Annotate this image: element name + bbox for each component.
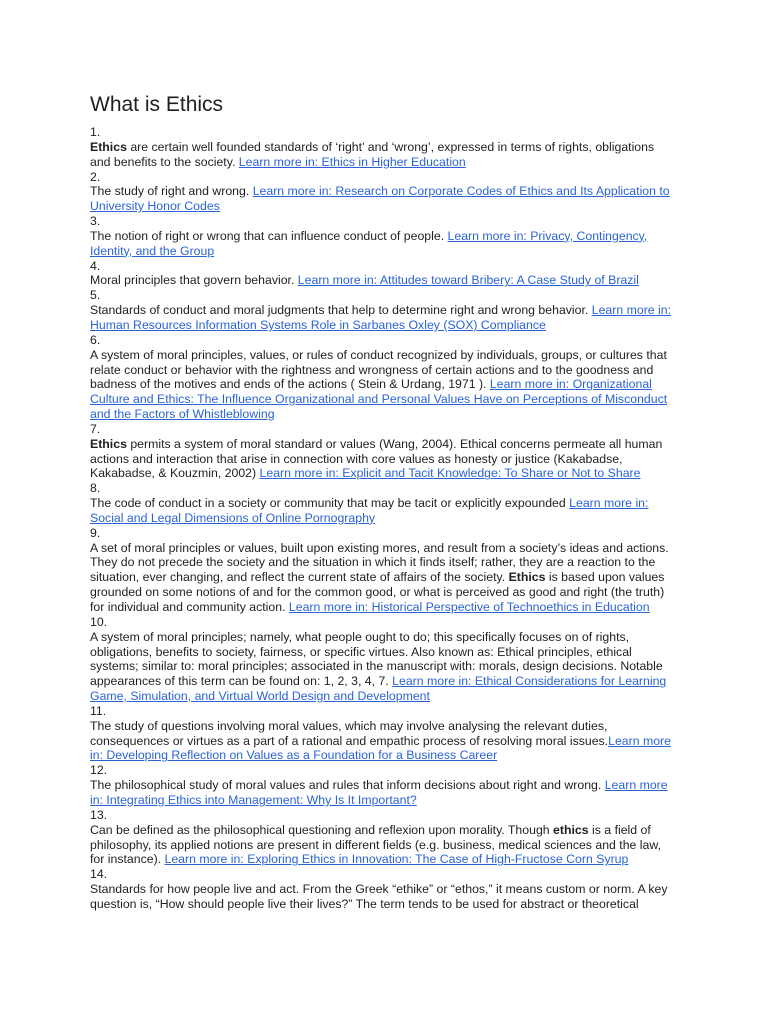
learn-more-link[interactable]: Learn more in: Ethical Considerations for Learning Game, Simulation, and Virtual World Design and Development: [90, 674, 667, 704]
entry-text: [90, 184, 670, 213]
entry-definition-text: A system of moral principles, values, or rules of conduct recognized by individuals, groups, or cultures that relate conduct or behavior with the rightness and wrongness of certain actions and to the goodness and badness of the motives and ends of the actions ( Stein & Urdang, 1971 ).: [90, 347, 667, 392]
entry-definition-text: Moral principles that govern behavior.: [90, 273, 298, 288]
definition-entry: [90, 288, 678, 333]
definition-entry: [90, 214, 678, 259]
entry-definition-text: The notion of right or wrong that can influence conduct of people.: [90, 228, 448, 243]
entry-term: Ethics: [90, 436, 127, 451]
definition-entry: [90, 867, 678, 912]
learn-more-link[interactable]: Learn more in: Developing Reflection on Values as a Foundation for a Business Career: [90, 733, 671, 763]
learn-more-link[interactable]: Learn more in: Organizational Culture and Ethics: The Influence Organizational and Personal Values Have on Perceptions of Misconduct and the Factors of Whistleblowing: [90, 377, 668, 422]
entry-text: [90, 348, 667, 421]
definition-entry: [90, 704, 678, 763]
entry-definition-text: The code of conduct in a society or community that may be tacit or explicitly expounded: [90, 496, 570, 511]
page-title: What is Ethics: [90, 93, 224, 116]
entry-text: [90, 630, 666, 703]
document-page: [90, 92, 678, 912]
entry-definition-text: are certain well founded standards of ‘right’ and ‘wrong’, expressed in terms of rights, obligations and benefits to the society.: [90, 139, 655, 169]
entry-text: [90, 778, 668, 807]
entry-number: 11.: [90, 703, 107, 718]
learn-more-link[interactable]: Learn more in: Human Resources Information Systems Role in Sarbanes Oxley (SOX) Compliance: [90, 303, 672, 332]
learn-more-link[interactable]: Learn more in: Ethics in Higher Education: [238, 154, 466, 169]
entry-number: 7.: [90, 421, 101, 436]
entry-text: [90, 273, 639, 287]
entry-number: 2.: [90, 169, 101, 184]
entry-number: 6.: [90, 332, 101, 347]
definition-entry: [90, 125, 678, 170]
entry-text: [90, 437, 662, 481]
learn-more-link[interactable]: Learn more in: Attitudes toward Bribery: A Case Study of Brazil: [297, 273, 639, 288]
definition-entry: [90, 763, 678, 808]
learn-more-link[interactable]: Learn more in: Privacy, Contingency, Identity, and the Group: [90, 228, 648, 258]
entry-definition-text: is based upon values grounded on some notions of and for the common good, or what is perceived as good and right (the truth) for individual and community action.: [90, 570, 665, 614]
entry-definition-text: A set of moral principles or values, built upon existing mores, and result from a society’s ideas and actions. They do not precede the society and the situation in which it finds itself; rather, they are a reaction to the situation, ever changing, and reflect the current state of affairs of the society.: [90, 540, 669, 585]
entry-definition-text: permits a system of moral standard or values (Wang, 2004). Ethical concerns permeate all human actions and interaction that arise in connection with core values as honesty or justice (Kakabadse, Kakabadse, & Kouzmin, 2002): [90, 436, 663, 481]
entry-number: 3.: [90, 214, 101, 229]
entry-definition-text: Standards for how people live and act. From the Greek “ethike” or “ethos,” it means custom or norm. A key question is, “How should people live their lives?” The term tends to be used for abstract or theoretical: [90, 882, 668, 911]
entry-text: [90, 496, 648, 525]
learn-more-link[interactable]: Learn more in: Research on Corporate Codes of Ethics and Its Application to University Honor Codes: [90, 184, 670, 214]
entry-number: 14.: [90, 867, 108, 882]
entry-text: [90, 229, 647, 258]
learn-more-link[interactable]: Learn more in: Explicit and Tacit Knowledge: To Share or Not to Share: [259, 466, 641, 481]
entry-number: 4.: [90, 258, 101, 273]
definition-entry: [90, 481, 678, 526]
definition-list: [90, 125, 678, 912]
learn-more-link[interactable]: Learn more in: Exploring Ethics in Innovation: The Case of High-Fructose Corn Syrup: [164, 852, 629, 867]
entry-definition-text: The study of questions involving moral values, which may involve analysing the relevant duties, consequences or virtues as a part of a rational and empathic process of resolving moral issues.: [90, 718, 609, 748]
entry-number: 13.: [90, 807, 108, 822]
definition-entry: [90, 333, 678, 422]
entry-definition-text: Can be defined as the philosophical questioning and reflexion upon morality. Though: [90, 822, 554, 837]
definition-entry: [90, 808, 678, 867]
definition-entry: [90, 615, 678, 704]
entry-definition-text: The philosophical study of moral values and rules that inform decisions about right and wrong.: [90, 778, 605, 793]
entry-number: 10.: [90, 614, 108, 629]
definition-entry: [90, 170, 678, 215]
entry-text: [90, 823, 661, 867]
entry-text: [90, 140, 654, 169]
definition-entry: [90, 259, 678, 289]
entry-number: 8.: [90, 481, 101, 496]
definition-entry: [90, 526, 678, 615]
entry-term: ethics: [553, 822, 589, 837]
entry-text: [90, 541, 669, 614]
entry-number: 1.: [90, 125, 101, 139]
learn-more-link[interactable]: Learn more in: Social and Legal Dimensions of Online Pornography: [90, 496, 649, 525]
entry-number: 9.: [90, 525, 101, 540]
entry-definition-text: The study of right and wrong.: [90, 184, 253, 199]
learn-more-link[interactable]: Learn more in: Historical Perspective of Technoethics in Education: [288, 600, 650, 614]
entry-definition-text: is a field of philosophy, its applied notions are present in different fields (e.g. business, medical sciences and the law, for instance).: [90, 822, 662, 867]
entry-term: Ethics: [90, 139, 127, 154]
entry-term: Ethics: [508, 570, 546, 585]
entry-number: 5.: [90, 288, 101, 303]
entry-text: [90, 882, 668, 911]
entry-definition-text: A system of moral principles; namely, what people ought to do; this specifically focuses on of rights, obligations, benefits to society, fairness, or specific virtues. Also known as: Ethical principles, ethical systems; similar to: moral principles; associated in the manuscript with: morals, design decisions. Notable appearances of this term can be found on: 1, 2, 3, 4, 7.: [90, 629, 663, 689]
entry-text: [90, 303, 671, 332]
entry-text: [90, 719, 671, 763]
entry-definition-text: Standards of conduct and moral judgments that help to determine right and wrong behavior.: [90, 303, 592, 318]
entry-number: 12.: [90, 763, 108, 778]
learn-more-link[interactable]: Learn more in: Integrating Ethics into Management: Why Is It Important?: [90, 778, 668, 807]
definition-entry: [90, 422, 678, 481]
